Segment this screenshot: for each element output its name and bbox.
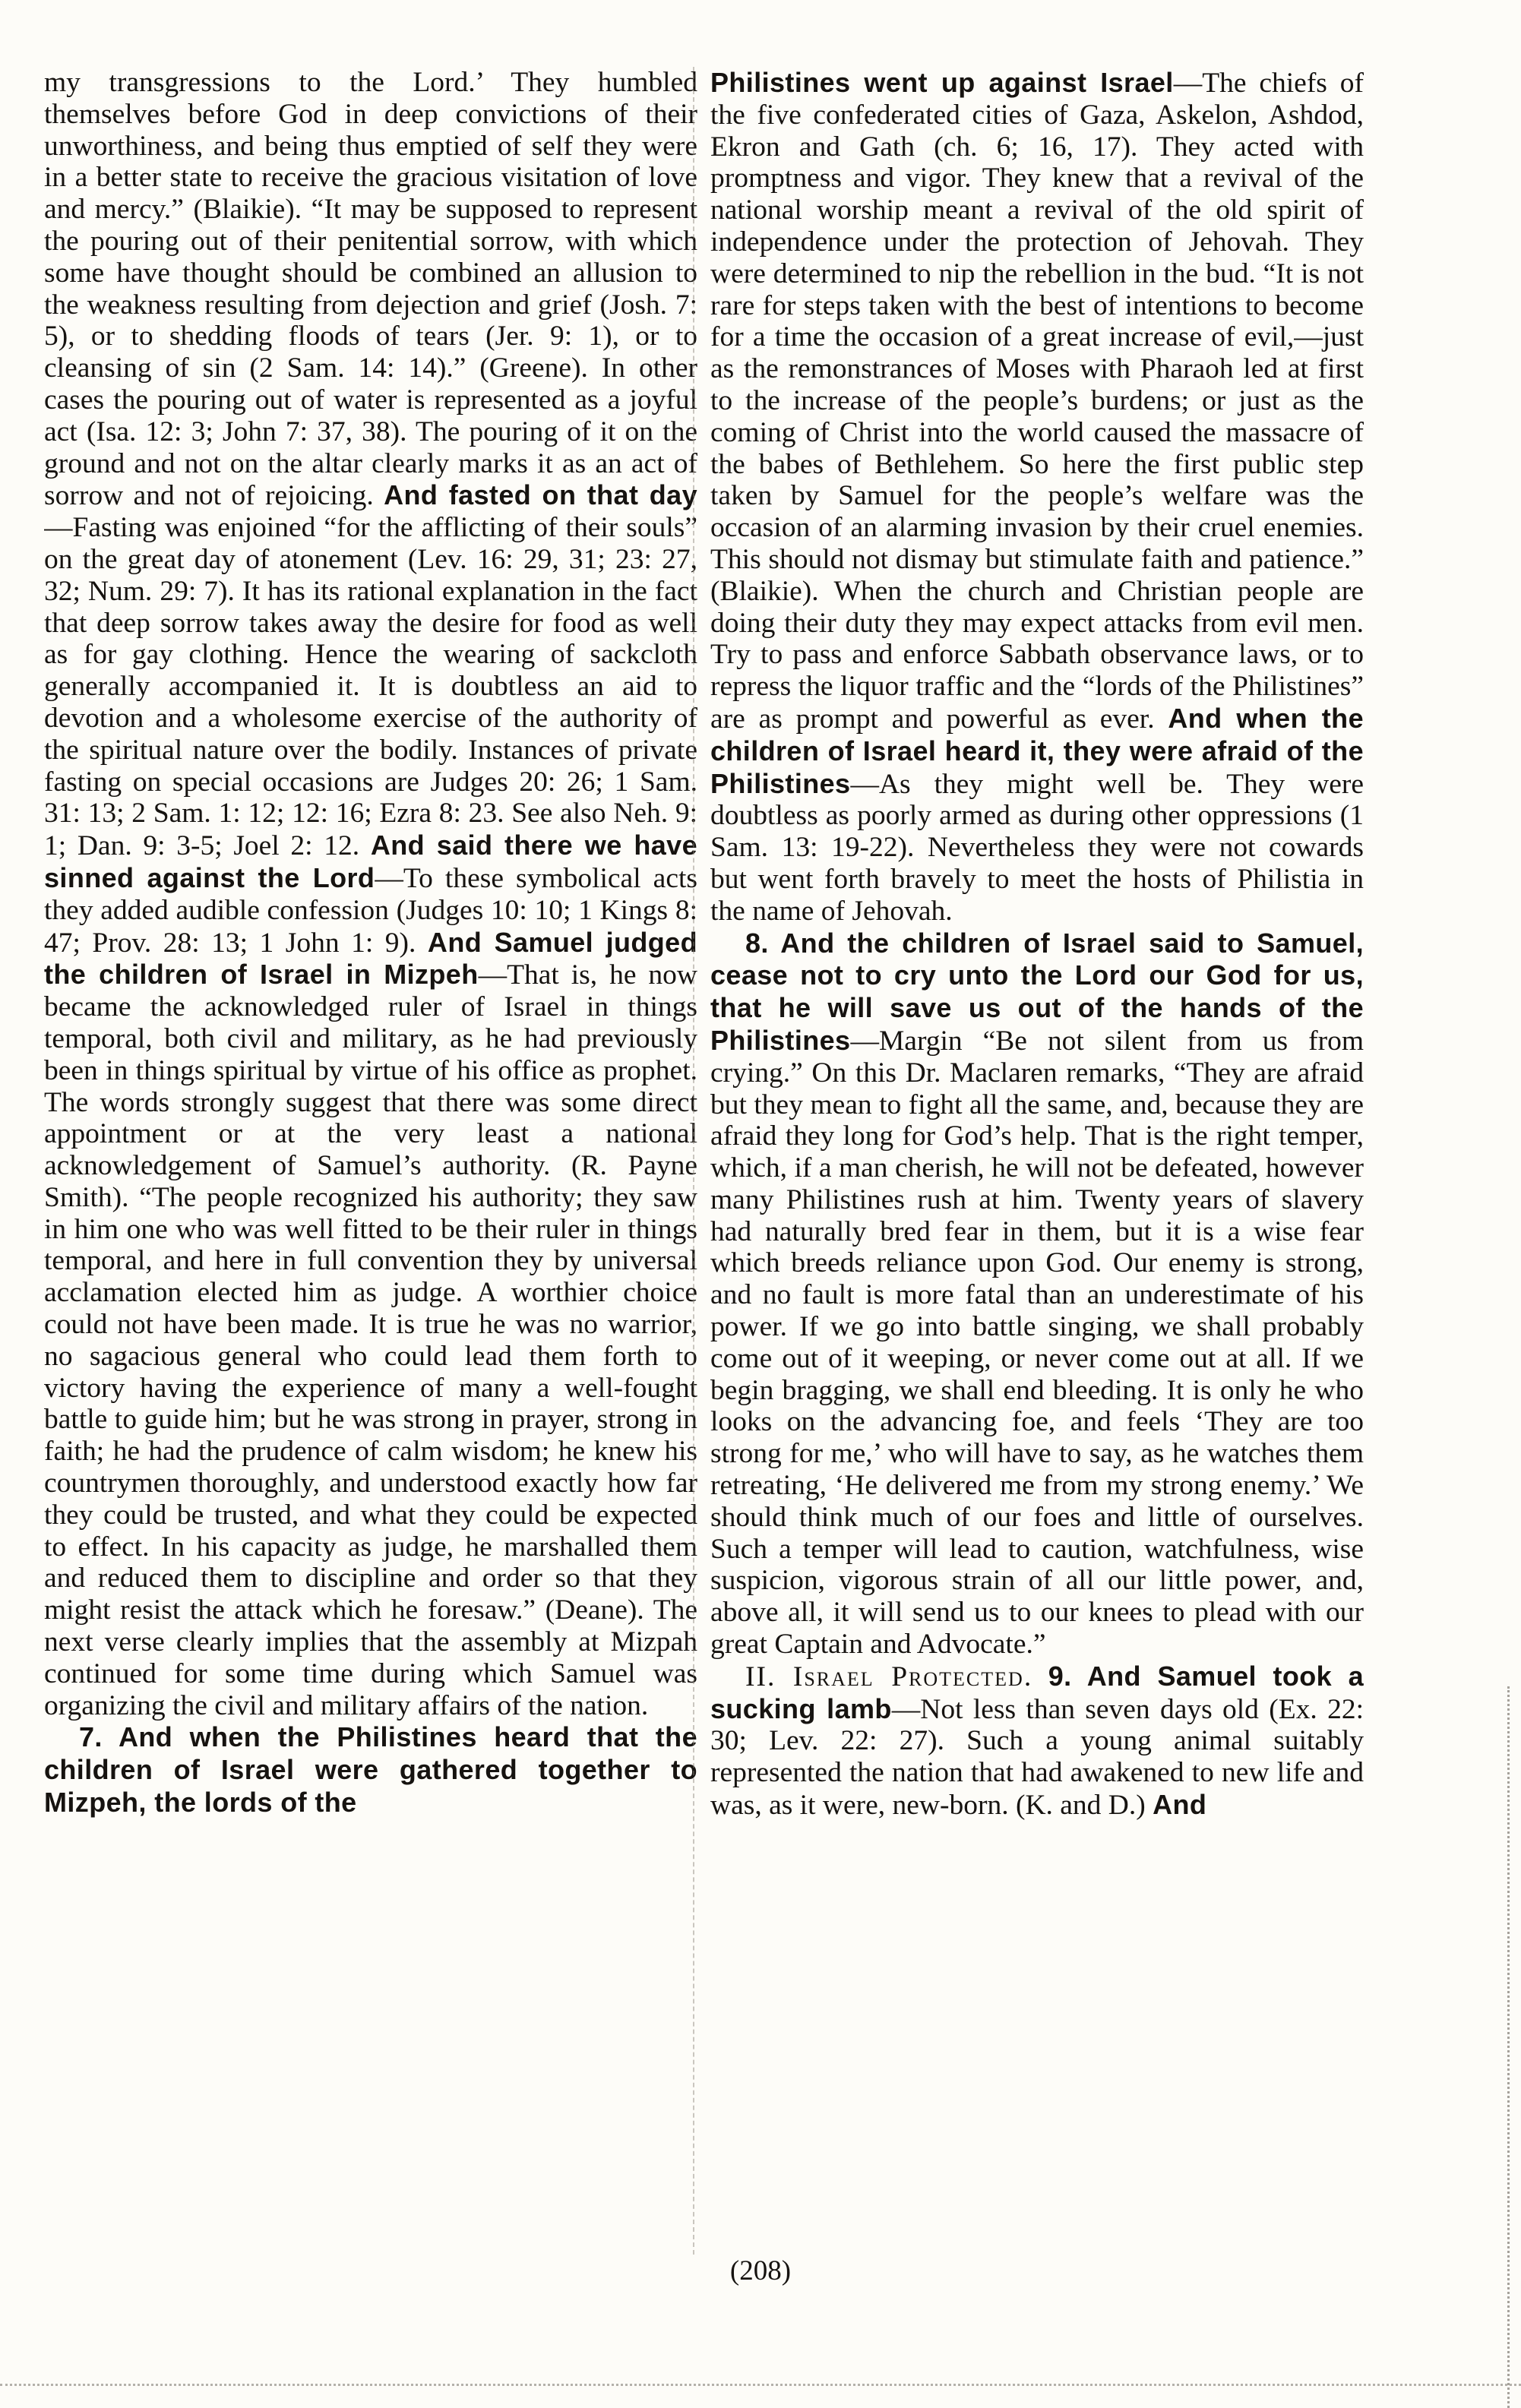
bold-heading-run: And said there we have sinned against the Lord bbox=[44, 830, 697, 893]
bold-heading-run: Philistines went up against Israel bbox=[710, 67, 1174, 98]
column-gutter-rule bbox=[693, 67, 694, 2255]
bold-heading-run: And fasted on that day bbox=[384, 479, 697, 511]
left-paragraph-1 bbox=[44, 67, 697, 1721]
verse-9-paragraph bbox=[710, 1661, 1364, 1822]
bold-heading-run: And bbox=[1153, 1789, 1207, 1821]
bold-heading-run: 7. And when the Philistines heard that the children of Israel were gathered together to Mizpeh, the lords of the bbox=[44, 1721, 697, 1819]
right-paragraph-1 bbox=[710, 67, 1364, 927]
section-heading: II. Israel Protected. bbox=[745, 1661, 1033, 1692]
body-text-run: —Fasting was enjoined “for the afflicting of their souls” on the great day of atonement (Lev. 16: 29, 31; 23: 27, 32; Num. 29: 7). It has its rational explanation in the fact that deep sorrow takes away the desire for food as well as for gay clothing. Hence the wearing of sackcloth generally accompanied it. It is doubtless an aid to devotion and a wholesome exercise of the authority of the spiritual nature over the bodily. Instances of private fasting on special occasions are Judges 20: 26; 1 Sam. 31: 13; 2 Sam. 1: 12; 12: 16; Ezra 8: 23. See also Neh. 9: 1; Dan. 9: 3-5; Joel 2: 12. bbox=[44, 512, 697, 862]
body-text-run: —The chiefs of the five confederated cities of Gaza, Askelon, Ashdod, Ekron and Gath (ch. 6; 16, 17). They acted with promptness and vigor. They knew that a revival of the national worship meant a revival of the old spirit of independence under the protection of Jehovah. They were determined to nip the rebellion in the bud. “It is not rare for steps taken with the best of intentions to become for a time the occasion of a great increase of evil,—just as the remonstrances of Moses with Pharaoh led at first to the increase of the people’s burdens; or just as the coming of Christ into the world caused the massacre of the babes of Bethlehem. So here the first public step taken by Samuel for the people’s welfare was the occasion of an alarming invasion by their cruel enemies. This should not dismay but stimulate faith and patience.” (Blaikie). When the church and Christian people are doing their duty they may expect attacks from evil men. Try to pass and enforce Sabbath observance laws, or to repress the liquor traffic and the “lords of the Philistines” are as prompt and powerful as ever. bbox=[710, 68, 1364, 735]
bold-heading-run: And Samuel judged the children of Israel in Mizpeh bbox=[44, 926, 697, 991]
bold-heading-run: 8. And the children of Israel said to Samuel, cease not to cry unto the Lord our God for us, that he will save us out of the hands of the Philistines bbox=[710, 927, 1364, 1056]
scan-edge-right bbox=[1507, 1686, 1510, 2408]
bold-heading-run: And when the children of Israel heard it, they were afraid of the Philistines bbox=[710, 702, 1364, 799]
left-column bbox=[44, 67, 697, 2251]
body-text-run: my transgressions to the Lord.’ They humbled themselves before God in deep convictions of their unworthiness, and being thus emptied of self they were in a better state to receive the gracious visitation of love and mercy.” (Blaikie). “It may be supposed to represent the pouring out of their penitential sorrow, with which some have thought should be combined an allusion to the weakness resulting from dejection and grief (Josh. 7: 5), or to shedding floods of tears (Jer. 9: 1), or to cleansing of sin (2 Sam. 14: 14).” (Greene). In other cases the pouring out of water is represented as a joyful act (Isa. 12: 3; John 7: 37, 38). The pouring of it on the ground and not on the altar clearly marks it as an act of sorrow and not of rejoicing. bbox=[44, 67, 697, 512]
body-text-run: —To these symbolical acts they added audible confession (Judges 10: 10; 1 Kings 8: 47; Prov. 28: 13; 1 John 1: 9). bbox=[44, 862, 697, 959]
body-text-run: —Margin “Be not silent from us from crying.” On this Dr. Maclaren remarks, “They are afraid but they mean to fight all the same, and, because they are afraid they long for God’s help. That is the right temper, which, if a man cherish, he will not be defeated, however many Philistines rush at him. Twenty years of slavery had naturally bred fear in them, but it is a wise fear which breeds reliance upon God. Our enemy is strong, and no fault is more fatal than an underestimate of his power. If we go into battle singing, we shall probably come out of it weeping, or never come out at all. If we begin bragging, we shall end bleeding. It is only he who looks on the advancing foe, and feels ‘They are too strong for me,’ who will have to say, as he watches them retreating, ‘He delivered me from my strong enemy.’ We should think much of our foes and little of ourselves. Such a temper will lead to caution, watchfulness, wise suspicion, vigorous strain of all our little power, and, above all, it will send us to our knees to plead with our great Captain and Advocate.” bbox=[710, 1025, 1364, 1661]
right-column bbox=[710, 67, 1364, 2251]
body-text-run: —As they might well be. They were doubtless as poorly armed as during other oppressions (1 Sam. 13: 19-22). Nevertheless they were not cowards but went forth bravely to meet the hosts of Philistia in the name of Jehovah. bbox=[710, 768, 1364, 927]
bold-heading-run: 9. And Samuel took a sucking lamb bbox=[710, 1660, 1364, 1724]
body-text-run: —That is, he now became the acknowledged ruler of Israel in things temporal, both civil and military, as he had previously been in things spiritual by virtue of his office as prophet. The words strongly suggest that there was some direct appointment or at the very least a national acknowledgement of Samuel’s authority. (R. Payne Smith). “The people recognized his authority; they saw in him one who was well fitted to be their ruler in things temporal, and here in full convention they by universal acclamation elected him as judge. A worthier choice could not have been made. It is true he was no warrior, no sagacious general who could lead them forth to victory having the experience of many a well-fought battle to guide him; but he was strong in prayer, strong in faith; he had the prudence of calm wisdom; he knew his countrymen thoroughly, and understood exactly how far they could be trusted, and what they could be expected to effect. In his capacity as judge, he marshalled them and reduced them to discipline and order so that they might resist the attack which he foresaw.” (Deane). The next verse clearly implies that the assembly at Mizpah continued for some time during which Samuel was organizing the civil and military affairs of the nation. bbox=[44, 959, 697, 1721]
page-number: (208) bbox=[729, 2255, 792, 2286]
verse-7-paragraph bbox=[44, 1721, 697, 1819]
body-text-run: —Not less than seven days old (Ex. 22: 30; Lev. 22: 27). Such a young animal suitably represented the nation that had awakened to new life and was, as it were, new-born. (K. and D.) bbox=[710, 1693, 1364, 1822]
scan-edge-bottom bbox=[0, 2384, 1521, 2386]
verse-8-paragraph bbox=[710, 927, 1364, 1661]
body-text-run bbox=[1032, 1661, 1048, 1692]
